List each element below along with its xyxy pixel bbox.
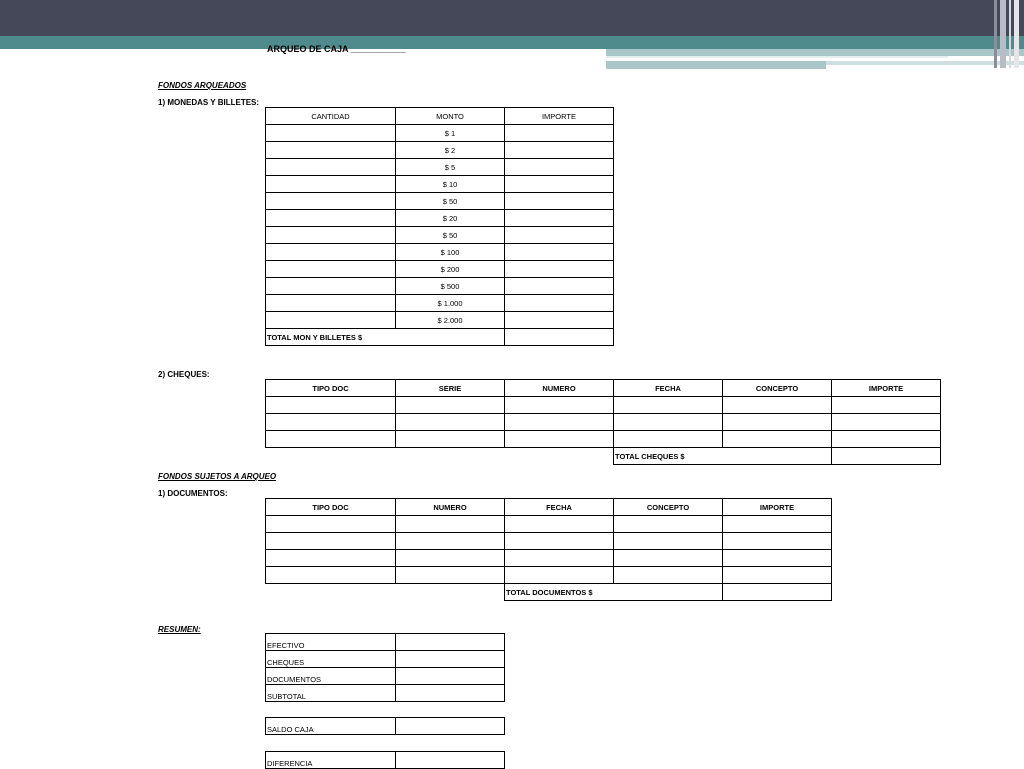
- importe-cell[interactable]: [505, 125, 614, 142]
- monedas-row: [266, 142, 614, 159]
- importe-cell[interactable]: [505, 244, 614, 261]
- documentos-total-spacer: [266, 584, 505, 601]
- saldo-caja-table: [265, 717, 505, 735]
- monedas-total-label: TOTAL MON Y BILLETES $: [266, 329, 505, 346]
- monedas-row: [266, 193, 614, 210]
- cheques-cell[interactable]: [614, 397, 723, 414]
- cheques-header-row: [266, 380, 941, 397]
- monedas-row: [266, 244, 614, 261]
- monedas-row: [266, 125, 614, 142]
- cheques-header-cell: CONCEPTO: [723, 380, 832, 397]
- saldo-caja-label: SALDO CAJA: [266, 718, 396, 735]
- monto-cell: $ 100: [396, 244, 505, 261]
- cantidad-cell[interactable]: [266, 142, 396, 159]
- documentos-cell[interactable]: [723, 516, 832, 533]
- documentos-cell[interactable]: [505, 516, 614, 533]
- documentos-header-cell: TIPO DOC: [266, 499, 396, 516]
- documentos-table: [265, 498, 832, 601]
- documentos-total-label: TOTAL DOCUMENTOS $: [505, 584, 723, 601]
- fondos-sujetos-heading: FONDOS SUJETOS A ARQUEO: [158, 472, 277, 481]
- documentos-row: [266, 550, 832, 567]
- header-vertical-stripe: [1014, 0, 1019, 68]
- cantidad-cell[interactable]: [266, 193, 396, 210]
- documentos-cell[interactable]: [266, 550, 396, 567]
- resumen-value-cell[interactable]: [396, 685, 505, 702]
- saldo-caja-row: [266, 718, 505, 735]
- diferencia-label: DIFERENCIA: [266, 752, 396, 769]
- documentos-cell[interactable]: [614, 567, 723, 584]
- importe-cell[interactable]: [505, 159, 614, 176]
- cantidad-cell[interactable]: [266, 210, 396, 227]
- cheques-cell[interactable]: [832, 414, 941, 431]
- documentos-total-row: [266, 584, 832, 601]
- monedas-label: 1) MONEDAS Y BILLETES:: [158, 98, 260, 107]
- header-dark-band: [0, 0, 1024, 36]
- cheques-header-cell: FECHA: [614, 380, 723, 397]
- monedas-table: [265, 107, 614, 346]
- header-vertical-stripe: [1000, 0, 1006, 68]
- cheques-cell[interactable]: [396, 414, 505, 431]
- cheques-cell[interactable]: [266, 431, 396, 448]
- resumen-value-cell[interactable]: [396, 668, 505, 685]
- cantidad-cell[interactable]: [266, 244, 396, 261]
- saldo-caja-value-cell[interactable]: [396, 718, 505, 735]
- monedas-header-cell: IMPORTE: [505, 108, 614, 125]
- monedas-row: [266, 295, 614, 312]
- cheques-label: 2) CHEQUES:: [158, 370, 210, 379]
- monedas-total-row: [266, 329, 614, 346]
- documentos-header-cell: CONCEPTO: [614, 499, 723, 516]
- documentos-header-row: [266, 499, 832, 516]
- monedas-row: [266, 159, 614, 176]
- resumen-value-cell[interactable]: [396, 634, 505, 651]
- header-vertical-stripe: [1009, 0, 1011, 68]
- documentos-header-cell: NUMERO: [396, 499, 505, 516]
- documentos-cell[interactable]: [396, 550, 505, 567]
- documentos-row: [266, 516, 832, 533]
- diferencia-value-cell[interactable]: [396, 752, 505, 769]
- documentos-row: [266, 533, 832, 550]
- documentos-header-cell: FECHA: [505, 499, 614, 516]
- diferencia-table: [265, 751, 505, 769]
- cheques-cell[interactable]: [505, 414, 614, 431]
- monedas-row: [266, 227, 614, 244]
- documentos-cell[interactable]: [266, 533, 396, 550]
- fondos-arqueados-heading: FONDOS ARQUEADOS: [158, 81, 247, 90]
- importe-cell[interactable]: [505, 261, 614, 278]
- resumen-heading: RESUMEN:: [158, 625, 201, 634]
- header-light-band: [606, 49, 1024, 56]
- importe-cell[interactable]: [505, 312, 614, 329]
- cheques-cell[interactable]: [723, 397, 832, 414]
- documentos-cell[interactable]: [396, 567, 505, 584]
- resumen-row-label: DOCUMENTOS: [266, 668, 396, 685]
- resumen-value-cell[interactable]: [396, 651, 505, 668]
- cheques-cell[interactable]: [396, 431, 505, 448]
- monto-cell: $ 200: [396, 261, 505, 278]
- monedas-header-row: [266, 108, 614, 125]
- monto-cell: $ 50: [396, 193, 505, 210]
- documentos-cell[interactable]: [505, 567, 614, 584]
- cantidad-cell[interactable]: [266, 312, 396, 329]
- documentos-total-value-cell[interactable]: [723, 584, 832, 601]
- importe-cell[interactable]: [505, 295, 614, 312]
- cheques-row: [266, 414, 941, 431]
- cheques-cell[interactable]: [614, 414, 723, 431]
- documentos-cell[interactable]: [614, 550, 723, 567]
- importe-cell[interactable]: [505, 227, 614, 244]
- importe-cell[interactable]: [505, 142, 614, 159]
- importe-cell[interactable]: [505, 210, 614, 227]
- monedas-row: [266, 176, 614, 193]
- monedas-header-cell: MONTO: [396, 108, 505, 125]
- cheques-header-cell: NUMERO: [505, 380, 614, 397]
- monto-cell: $ 500: [396, 278, 505, 295]
- cheques-cell[interactable]: [266, 414, 396, 431]
- diferencia-row: [266, 752, 505, 769]
- monto-cell: $ 10: [396, 176, 505, 193]
- cheques-total-row: [266, 448, 941, 465]
- documentos-label: 1) DOCUMENTOS:: [158, 489, 228, 498]
- documentos-row: [266, 567, 832, 584]
- monto-cell: $ 20: [396, 210, 505, 227]
- cantidad-cell[interactable]: [266, 295, 396, 312]
- cheques-cell[interactable]: [396, 397, 505, 414]
- documentos-cell[interactable]: [723, 550, 832, 567]
- documentos-cell[interactable]: [614, 516, 723, 533]
- documentos-cell[interactable]: [266, 567, 396, 584]
- documentos-cell[interactable]: [723, 533, 832, 550]
- resumen-row: [266, 634, 505, 651]
- resumen-row: [266, 651, 505, 668]
- header-teal-band: [0, 36, 1024, 49]
- documentos-header-cell: IMPORTE: [723, 499, 832, 516]
- monto-cell: $ 1.000: [396, 295, 505, 312]
- cheques-cell[interactable]: [505, 431, 614, 448]
- documentos-cell[interactable]: [723, 567, 832, 584]
- cheques-cell[interactable]: [266, 397, 396, 414]
- resumen-row: [266, 685, 505, 702]
- cheques-row: [266, 397, 941, 414]
- page-title: ARQUEO DE CAJA ___________: [267, 44, 406, 54]
- cheques-table: [265, 379, 941, 465]
- header-vertical-stripe: [994, 0, 997, 68]
- cantidad-cell[interactable]: [266, 227, 396, 244]
- monedas-header-cell: CANTIDAD: [266, 108, 396, 125]
- cheques-row: [266, 431, 941, 448]
- documentos-cell[interactable]: [505, 550, 614, 567]
- cantidad-cell[interactable]: [266, 176, 396, 193]
- cheques-total-spacer: [266, 448, 614, 465]
- resumen-row: [266, 668, 505, 685]
- monedas-row: [266, 278, 614, 295]
- cheques-total-value-cell[interactable]: [832, 448, 941, 465]
- header-light-line: [606, 56, 948, 58]
- documentos-cell[interactable]: [505, 533, 614, 550]
- cheques-header-cell: IMPORTE: [832, 380, 941, 397]
- documentos-cell[interactable]: [396, 533, 505, 550]
- documentos-cell[interactable]: [396, 516, 505, 533]
- monto-cell: $ 50: [396, 227, 505, 244]
- monedas-row: [266, 210, 614, 227]
- monto-cell: $ 2.000: [396, 312, 505, 329]
- cantidad-cell[interactable]: [266, 159, 396, 176]
- cheques-cell[interactable]: [505, 397, 614, 414]
- header-light-band-lower: [606, 61, 826, 69]
- cheques-header-cell: SERIE: [396, 380, 505, 397]
- cheques-cell[interactable]: [832, 397, 941, 414]
- cantidad-cell[interactable]: [266, 261, 396, 278]
- monedas-total-value-cell[interactable]: [505, 329, 614, 346]
- monedas-row: [266, 261, 614, 278]
- resumen-row-label: CHEQUES: [266, 651, 396, 668]
- importe-cell[interactable]: [505, 278, 614, 295]
- monto-cell: $ 2: [396, 142, 505, 159]
- resumen-table: [265, 633, 505, 702]
- monto-cell: $ 1: [396, 125, 505, 142]
- resumen-row-label: SUBTOTAL: [266, 685, 396, 702]
- importe-cell[interactable]: [505, 193, 614, 210]
- cheques-total-label: TOTAL CHEQUES $: [614, 448, 832, 465]
- cheques-cell[interactable]: [832, 431, 941, 448]
- monedas-row: [266, 312, 614, 329]
- cantidad-cell[interactable]: [266, 278, 396, 295]
- cheques-cell[interactable]: [614, 431, 723, 448]
- cheques-cell[interactable]: [723, 431, 832, 448]
- cantidad-cell[interactable]: [266, 125, 396, 142]
- cheques-cell[interactable]: [723, 414, 832, 431]
- documentos-cell[interactable]: [614, 533, 723, 550]
- importe-cell[interactable]: [505, 176, 614, 193]
- cheques-header-cell: TIPO DOC: [266, 380, 396, 397]
- documentos-cell[interactable]: [266, 516, 396, 533]
- resumen-row-label: EFECTIVO: [266, 634, 396, 651]
- monto-cell: $ 5: [396, 159, 505, 176]
